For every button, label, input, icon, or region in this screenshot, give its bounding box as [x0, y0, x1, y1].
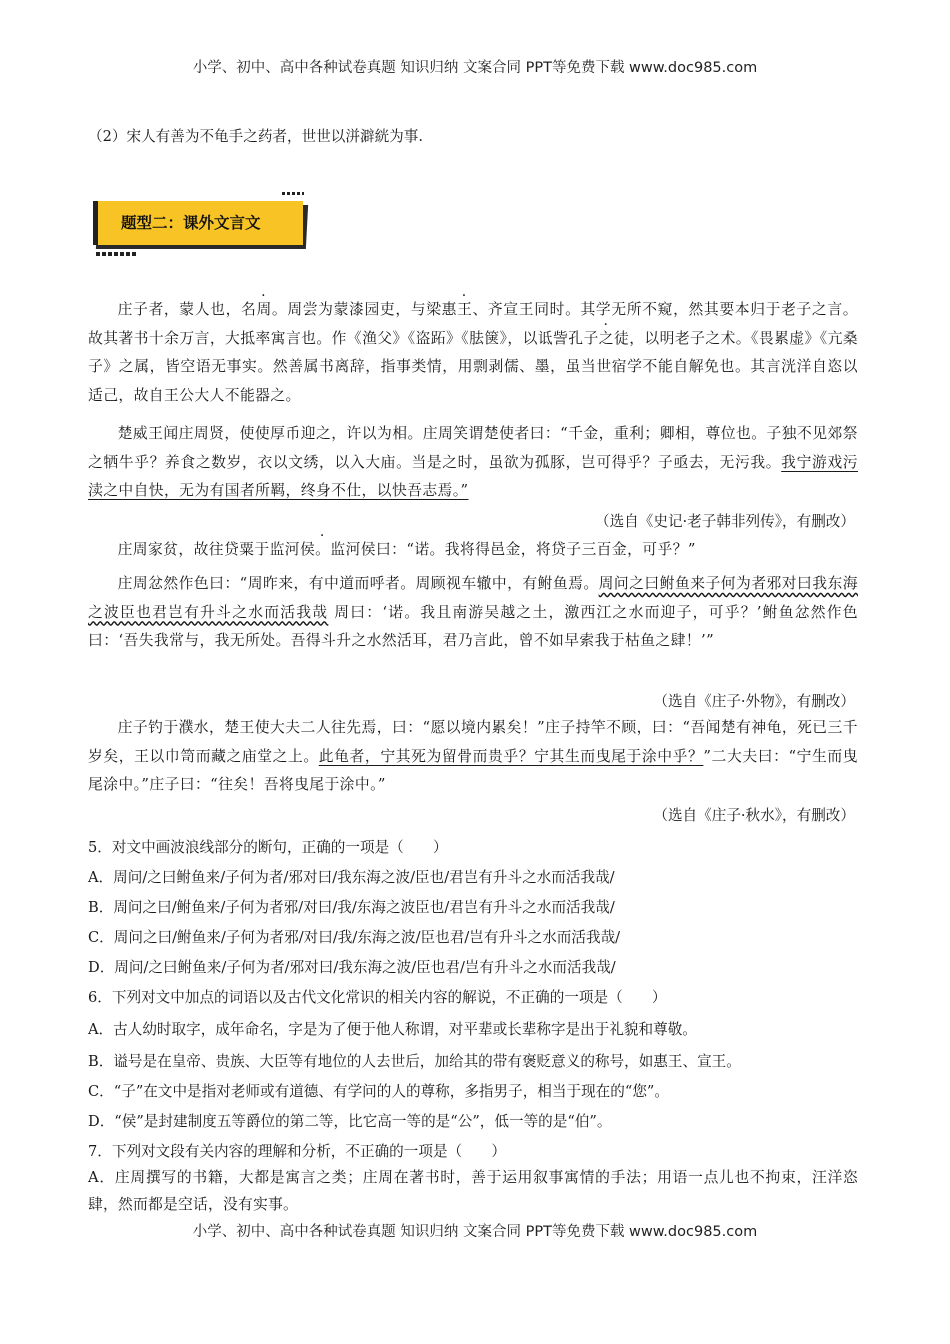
question-6-option-d: D．“侯”是封建制度五等爵位的第二等，比它高一等的是“公”，低一等的是“伯”。	[88, 1113, 612, 1130]
text-span: 庄周忿然作色曰：“周昨来，有中道而呼者。周顾视车辙中，有鲋鱼焉。	[117, 575, 599, 592]
wavy-underlined-passage: 周问之曰鲋鱼来子何为者邪对曰我东海之波臣也君岂有升斗之水而活我哉	[88, 575, 858, 621]
underlined-sentence: 此龟者，宁其死为留骨而贵乎？宁其生而曳尾于涂中乎？	[318, 747, 704, 765]
text-span: 周。周尝为蒙漆园吏，与梁	[256, 301, 442, 318]
item-2: （2）宋人有善为不龟手之药者，世世以洴澼絖为事.	[88, 128, 423, 145]
dotted-word-ming: 名	[241, 301, 257, 318]
page-footer: 小学、初中、高中各种试卷真题 知识归纳 文案合同 PPT等免费下载 www.doc985.com	[192, 1224, 758, 1240]
question-5-option-d: D．周问/之曰鲋鱼来/子何为者/邪对曰/我东海之波/臣也君/岂有升斗之水而活我哉/	[88, 959, 616, 976]
question-6-option-c: C．“子”在文中是指对老师或有道德、有学问的人的尊称，多指男子，相当于现在的“您”。	[88, 1083, 669, 1100]
text-span: 楚威王闻庄周贤，使使厚币迎之，许以为相。庄周笑谓楚使者曰：“千金，重利；卿相，尊位也。子独不见郊祭之牺牛乎？养食之数岁，衣以文绣，以入大庙。当是之时，虽欲为孤豚，岂可得乎？子亟去，无污我。	[88, 425, 858, 471]
page-header: 小学、初中、高中各种试卷真题 知识归纳 文案合同 PPT等免费下载 www.doc985.com	[192, 60, 758, 76]
passage-paragraph-4	[88, 570, 858, 656]
text-span: 庄子钓于濮水，楚王使大夫二人往先焉，曰：“愿以境内累矣！”庄子持竿不顾，曰：“吾闻楚有神龟，死已三千岁矣，王以巾笥而藏之庙堂之上。	[88, 719, 858, 765]
passage-paragraph-3	[88, 536, 858, 565]
source-note-2: （选自《庄子·外物》，有删改）	[653, 693, 855, 710]
dotted-word-hui: 惠	[441, 301, 458, 318]
dotted-word-hou: 侯	[299, 541, 316, 558]
text-span: 周曰：‘诺。我且南游吴越之土，激西江之水而迎子，可乎？’鲋鱼忿然作色曰：‘吾失我常与，我无所处。吾得斗升之水然活耳，君乃言此，曾不如早索我于枯鱼之肆！’”	[88, 603, 858, 649]
text-span: 庄子者，蒙人也，	[117, 301, 242, 318]
text-span: 之徒，以明老子之术。《畏累虚》《亢桑子》之属，皆空语无事实。然善属书离辞，指事类情，用剽剥儒、墨，虽当世宿学不能自解免也。其言洸洋自恣以适己，故自王公大人不能器之。	[88, 329, 859, 404]
banner-title: 题型二：课外文言文	[121, 214, 261, 232]
question-5-option-b: B．周问之曰/鲋鱼来/子何为者邪/对曰/我/东海之波臣也/君岂有升斗之水而活我哉/	[88, 899, 615, 916]
question-5: 5．对文中画波浪线部分的断句，正确的一项是（ ）	[88, 839, 448, 856]
question-7: 7．下列对文段有关内容的理解和分析，不正确的一项是（ ）	[88, 1143, 506, 1160]
passage-paragraph-5	[88, 714, 858, 800]
question-5-option-a: A．周问/之曰鲋鱼来/子何为者/邪对曰/我东海之波/臣也/君岂有升斗之水而活我哉/	[88, 869, 615, 886]
passage-paragraph-2	[88, 420, 858, 506]
source-note-1: （选自《史记·老子韩非列传》，有删改）	[594, 513, 855, 530]
question-6: 6．下列对文中加点的词语以及古代文化常识的相关内容的解说，不正确的一项是（ ）	[88, 989, 667, 1006]
banner-dots	[96, 252, 136, 256]
question-5-option-c: C．周问之曰/鲋鱼来/子何为者邪/对曰/我/东海之波/臣也君/岂有升斗之水而活我哉/	[88, 929, 621, 946]
text-span: 。监河侯曰：“诺。我将得邑金，将贷子三百金，可乎？”	[315, 541, 696, 558]
section-banner	[93, 195, 305, 251]
question-7-option-a: A．庄周撰写的书籍，大都是寓言之类；庄周在著书时，善于运用叙事寓情的手法；用语一点儿也不拘束，汪洋恣肆，然而都是空话，没有实事。	[88, 1169, 858, 1213]
question-6-option-a: A．古人幼时取字，成年命名，字是为了便于他人称谓，对平辈或长辈称字是出于礼貌和尊敬。	[88, 1021, 697, 1038]
banner-dots-top	[282, 192, 304, 195]
question-6-option-b: B．谥号是在皇帝、贵族、大臣等有地位的人去世后，加给其的带有褒贬意义的称号，如惠王、宣王。	[88, 1053, 741, 1070]
passage-paragraph-1	[88, 296, 858, 410]
source-note-3: （选自《庄子·秋水》，有删改）	[653, 807, 855, 824]
text-span: 王、齐宣王同时。其学无所不窥，然其要本归于老子之言。故其著书十余万言，大抵率寓言也。作《渔父》《盗跖》《胠箧》，以诋訾孔	[88, 301, 858, 347]
text-span: ”二大夫曰：“宁生而曳尾涂中。”庄子曰：“往矣！吾将曳尾于涂中。”	[88, 747, 858, 793]
underlined-sentence: 我宁游戏污渎之中自快，无为有国者所羁，终身不仕，以快吾志焉。”	[88, 453, 858, 499]
dotted-word-zi: 子	[583, 329, 599, 347]
text-span: 庄周家贫，故往贷粟于监河	[117, 541, 300, 558]
